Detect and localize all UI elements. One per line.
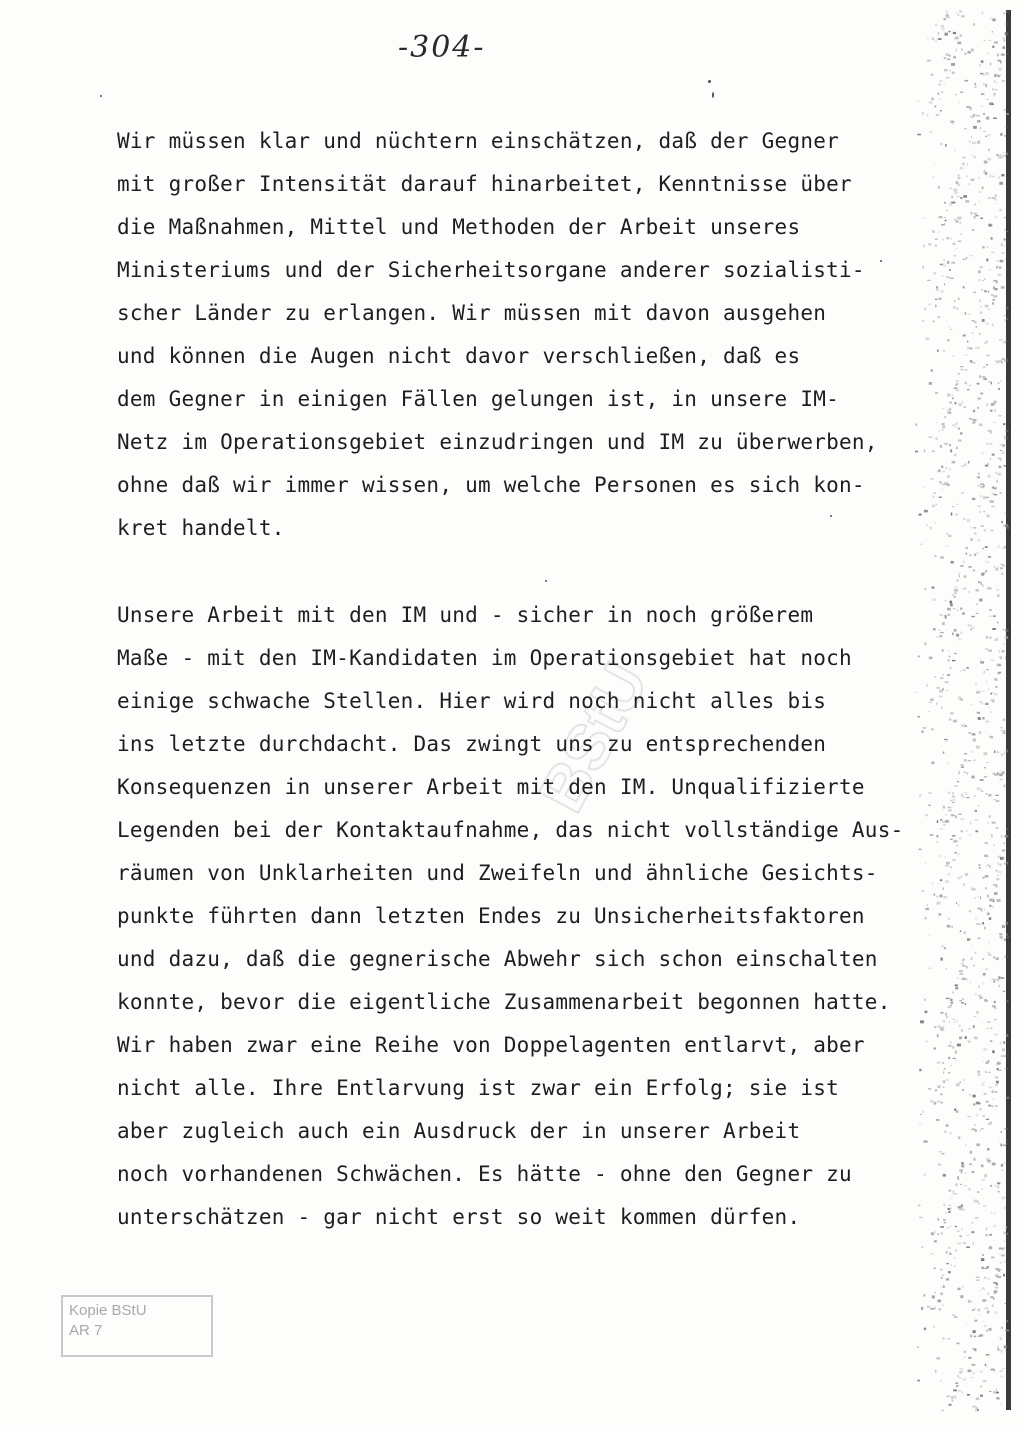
text-line: noch vorhandenen Schwächen. Es hätte - ohne den Gegner zu [117, 1162, 852, 1186]
text-line: nicht alle. Ihre Entlarvung ist zwar ein Erfolg; sie ist [117, 1076, 840, 1100]
speck [100, 95, 102, 97]
text-line: konnte, bevor die eigentliche Zusammenarbeit begonnen hatte. [117, 990, 891, 1014]
text-line: Konsequenzen in unserer Arbeit mit den IM. Unqualifizierte [117, 775, 865, 799]
text-line: Wir müssen klar und nüchtern einschätzen, daß der Gegner [117, 129, 840, 153]
text-line: punkte führten dann letzten Endes zu Unsicherheitsfaktoren [117, 904, 865, 928]
text-line: und dazu, daß die gegnerische Abwehr sich schon einschalten [117, 947, 878, 971]
text-line: kret handelt. [117, 516, 285, 540]
text-line: Netz im Operationsgebiet einzudringen und IM zu überwerben, [117, 430, 878, 454]
archive-stamp-line: Kopie BStU [69, 1302, 147, 1319]
binding-edge [1006, 10, 1011, 1410]
archive-stamp [61, 1295, 213, 1357]
text-line: räumen von Unklarheiten und Zweifeln und ähnliche Gesichts- [117, 861, 878, 885]
text-line: dem Gegner in einigen Fällen gelungen ist, in unsere IM- [117, 387, 840, 411]
text-line: Ministeriums und der Sicherheitsorgane anderer sozialisti- [117, 258, 865, 282]
speck [708, 80, 711, 83]
scan-edge-strip [902, 0, 1024, 1430]
text-line: Legenden bei der Kontaktaufnahme, das nicht vollständige Aus- [117, 818, 904, 842]
speck [712, 92, 714, 98]
paragraph-1 [117, 120, 878, 550]
text-line: ohne daß wir immer wissen, um welche Personen es sich kon- [117, 473, 865, 497]
text-line: ins letzte durchdacht. Das zwingt uns zu entsprechenden [117, 732, 827, 756]
text-line: scher Länder zu erlangen. Wir müssen mit davon ausgehen [117, 301, 827, 325]
text-line: und können die Augen nicht davor verschließen, daß es [117, 344, 801, 368]
text-line: aber zugleich auch ein Ausdruck der in unserer Arbeit [117, 1119, 801, 1143]
page-number: -304- [398, 30, 486, 65]
paragraph-2 [117, 594, 903, 1239]
text-line: Maße - mit den IM-Kandidaten im Operationsgebiet hat noch [117, 646, 852, 670]
text-line: mit großer Intensität darauf hinarbeitet, Kenntnisse über [117, 172, 852, 196]
speck [545, 580, 547, 582]
text-line: unterschätzen - gar nicht erst so weit kommen dürfen. [117, 1205, 801, 1229]
watermark-text: BStU [524, 651, 662, 824]
text-line: Unsere Arbeit mit den IM und - sicher in noch größerem [117, 603, 814, 627]
speck [830, 515, 832, 517]
text-line: die Maßnahmen, Mittel und Methoden der Arbeit unseres [117, 215, 801, 239]
archive-stamp-line: AR 7 [69, 1322, 103, 1339]
speck [880, 260, 882, 262]
text-line: Wir haben zwar eine Reihe von Doppelagenten entlarvt, aber [117, 1033, 865, 1057]
text-line: einige schwache Stellen. Hier wird noch nicht alles bis [117, 689, 827, 713]
